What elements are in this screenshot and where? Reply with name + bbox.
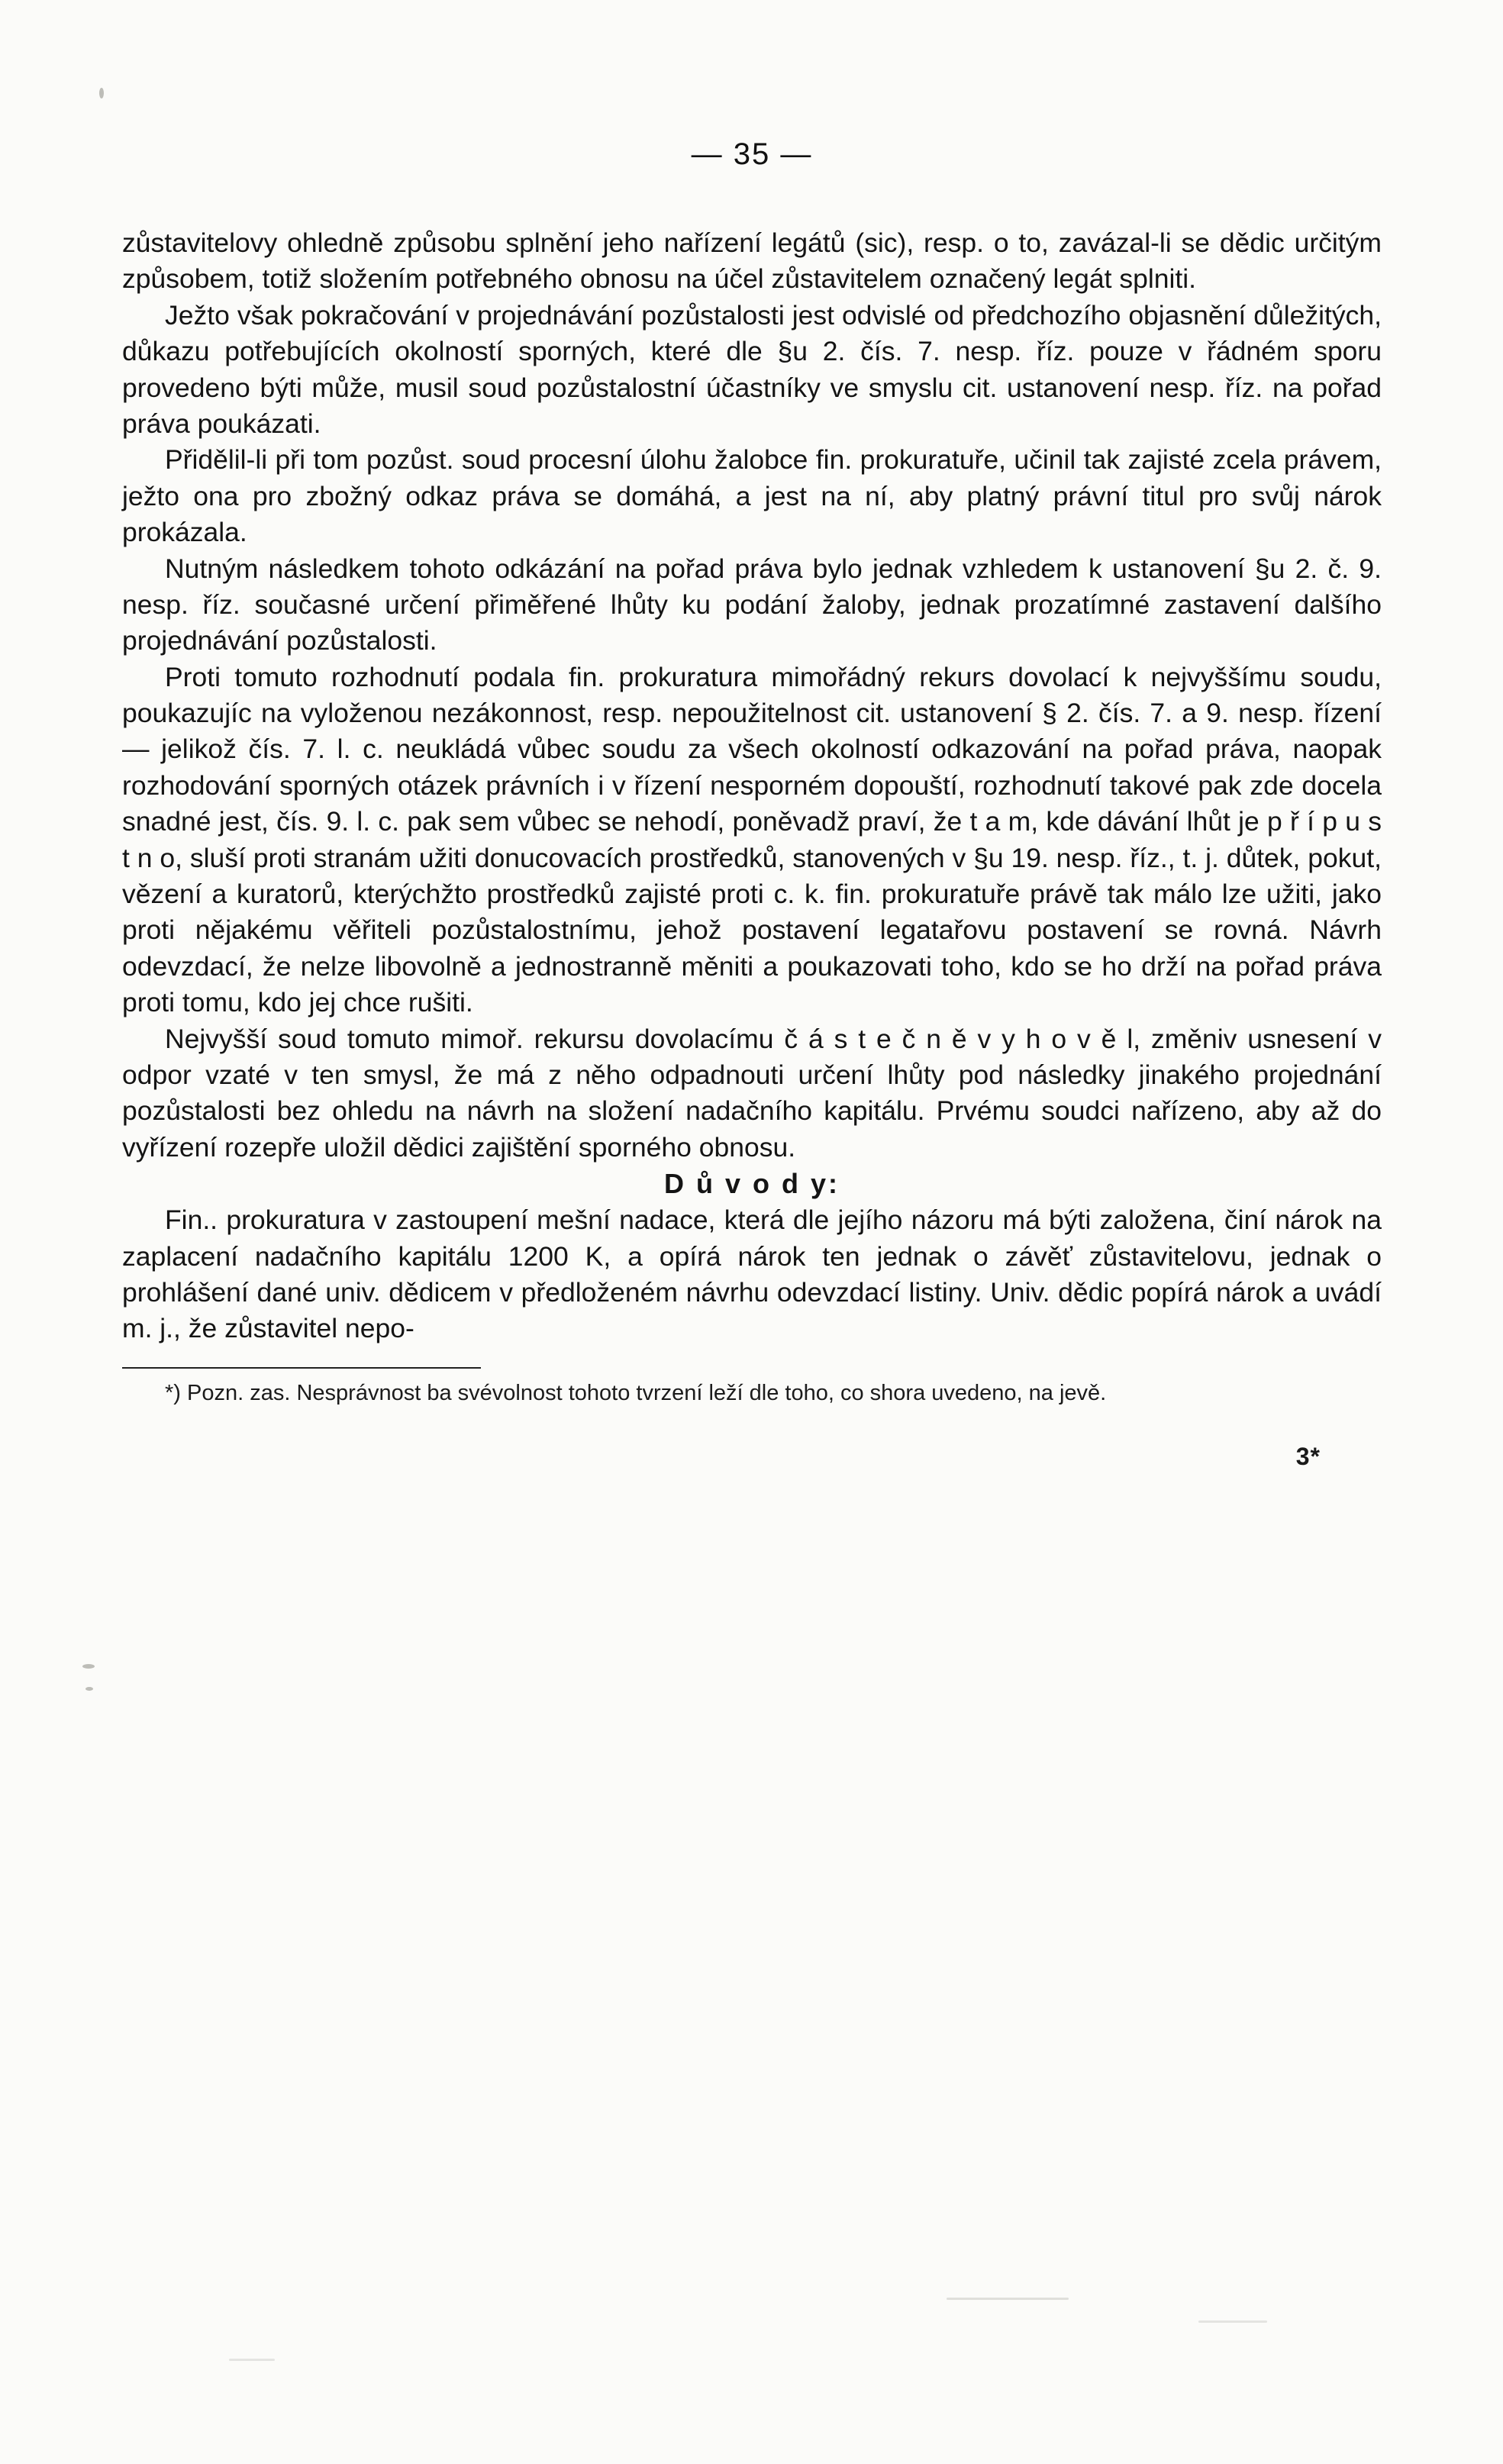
scan-speck — [99, 88, 104, 98]
scan-speck — [1198, 2320, 1267, 2323]
scan-speck — [85, 1687, 93, 1691]
scan-speck — [947, 2298, 1069, 2300]
paragraph: Proti tomuto rozhodnutí podala fin. prokuratura mimořádný rekurs dovolací k nejvyššímu soudu, poukazujíc na vyloženou nezákonnost, resp. nepoužitelnost cit. ustanovení § 2. čís. 7. a 9. nesp. řízení — jelikož čís. 7. l. c. neukládá vůbec soudu za všech okolností odkazování na pořad práva, naopak rozhodování sporných otázek právních i v řízení nesporném dopouští, rozhodnutí takové pak zde docela snadné jest, čís. 9. l. c. pak sem vůbec se nehodí, poněvadž praví, že t a m, kde dávání lhůt je p ř í p u s t n o, sluší proti stranám užiti donucovacích prostředků, stanovených v §u 19. nesp. říz., t. j. důtek, pokut, vězení a kuratorů, kterýchžto prostředků zajisté proti c. k. fin. prokuratuře právě tak málo lze užiti, jako proti nějakému věřiteli pozůstalostnímu, jehož postavení legatařovu postavení se rovná. Návrh odevzdací, že nelze libovolně a jednostranně měniti a poukazovati toho, kdo se ho drží na pořad práva proti tomu, kdo jej chce rušiti. — [122, 661, 1382, 1018]
paragraph: Ježto však pokračování v projednávání pozůstalosti jest odvislé od předchozího objasnění důležitých, důkazu potřebujících okolností sporných, které dle §u 2. čís. 7. nesp. říz. pouze v řádném sporu provedeno býti může, musil soud pozůstalostní účastníky ve smyslu cit. ustanovení nesp. říz. na pořad práva poukázati. — [122, 299, 1382, 439]
footnote — [92, 1379, 1412, 1408]
paragraph: Nutným následkem tohoto odkázání na pořad práva bylo jednak vzhledem k ustanovení §u 2. č. 9. nesp. říz. současné určení přiměřené lhůty ku podání žaloby, jednak prozatímné zastavení dalšího projednávání pozůstalosti. — [122, 553, 1382, 656]
page-content-area — [92, 46, 1412, 2382]
signature-mark: 3* — [1295, 1443, 1321, 1471]
footnote-divider — [122, 1367, 481, 1369]
footnote-text: *) Pozn. zas. Nesprávnost ba svévolnost tohoto tvrzení leží dle toho, co shora uvedeno, na jevě. — [165, 1380, 1107, 1405]
paragraph: zůstavitelovy ohledně způsobu splnění jeho nařízení legátů (sic), resp. o to, zavázal-li se dědic určitým způsobem, totiž složením potřebného obnosu na účel zůstavitelem označený legát splniti. — [122, 227, 1382, 295]
scan-speck — [82, 1664, 95, 1669]
scan-speck — [229, 2359, 275, 2361]
paragraph: Nejvyšší soud tomuto mimoř. rekursu dovolacímu č á s t e č n ě v y h o v ě l, změniv usnesení v odpor vzaté v ten smysl, že má z něho odpadnouti určení lhůty pod následky jinakého projednání pozůstalosti bez ohledu na návrh na složení nadačního kapitálu. Prvému soudci nařízeno, aby až do vyřízení rozepře uložil dědici zajištění sporného obnosu. — [122, 1023, 1382, 1163]
page-number: — 35 — — [691, 137, 813, 171]
paragraph: Fin.. prokuratura v zastoupení mešní nadace, která dle jejího názoru má býti založena, činí nárok na zaplacení nadačního kapitálu 1200 K, a opírá nárok ten jednak o závěť zůstavitelovu, jednak o prohlášení dané univ. dědicem v předloženém návrhu odevzdací listiny. Univ. dědic popírá nárok a uvádí m. j., že zůstavitel nepo- — [122, 1205, 1382, 1344]
body-text-block — [92, 225, 1412, 1347]
section-heading: D ů v o d y: — [663, 1168, 840, 1200]
paragraph: Přidělil-li při tom pozůst. soud procesní úlohu žalobce fin. prokuratuře, učinil tak zajisté zcela právem, ježto ona pro zbožný odkaz práva se domáhá, a jest na ní, aby platný právní titul pro svůj nárok prokázala. — [122, 444, 1382, 548]
